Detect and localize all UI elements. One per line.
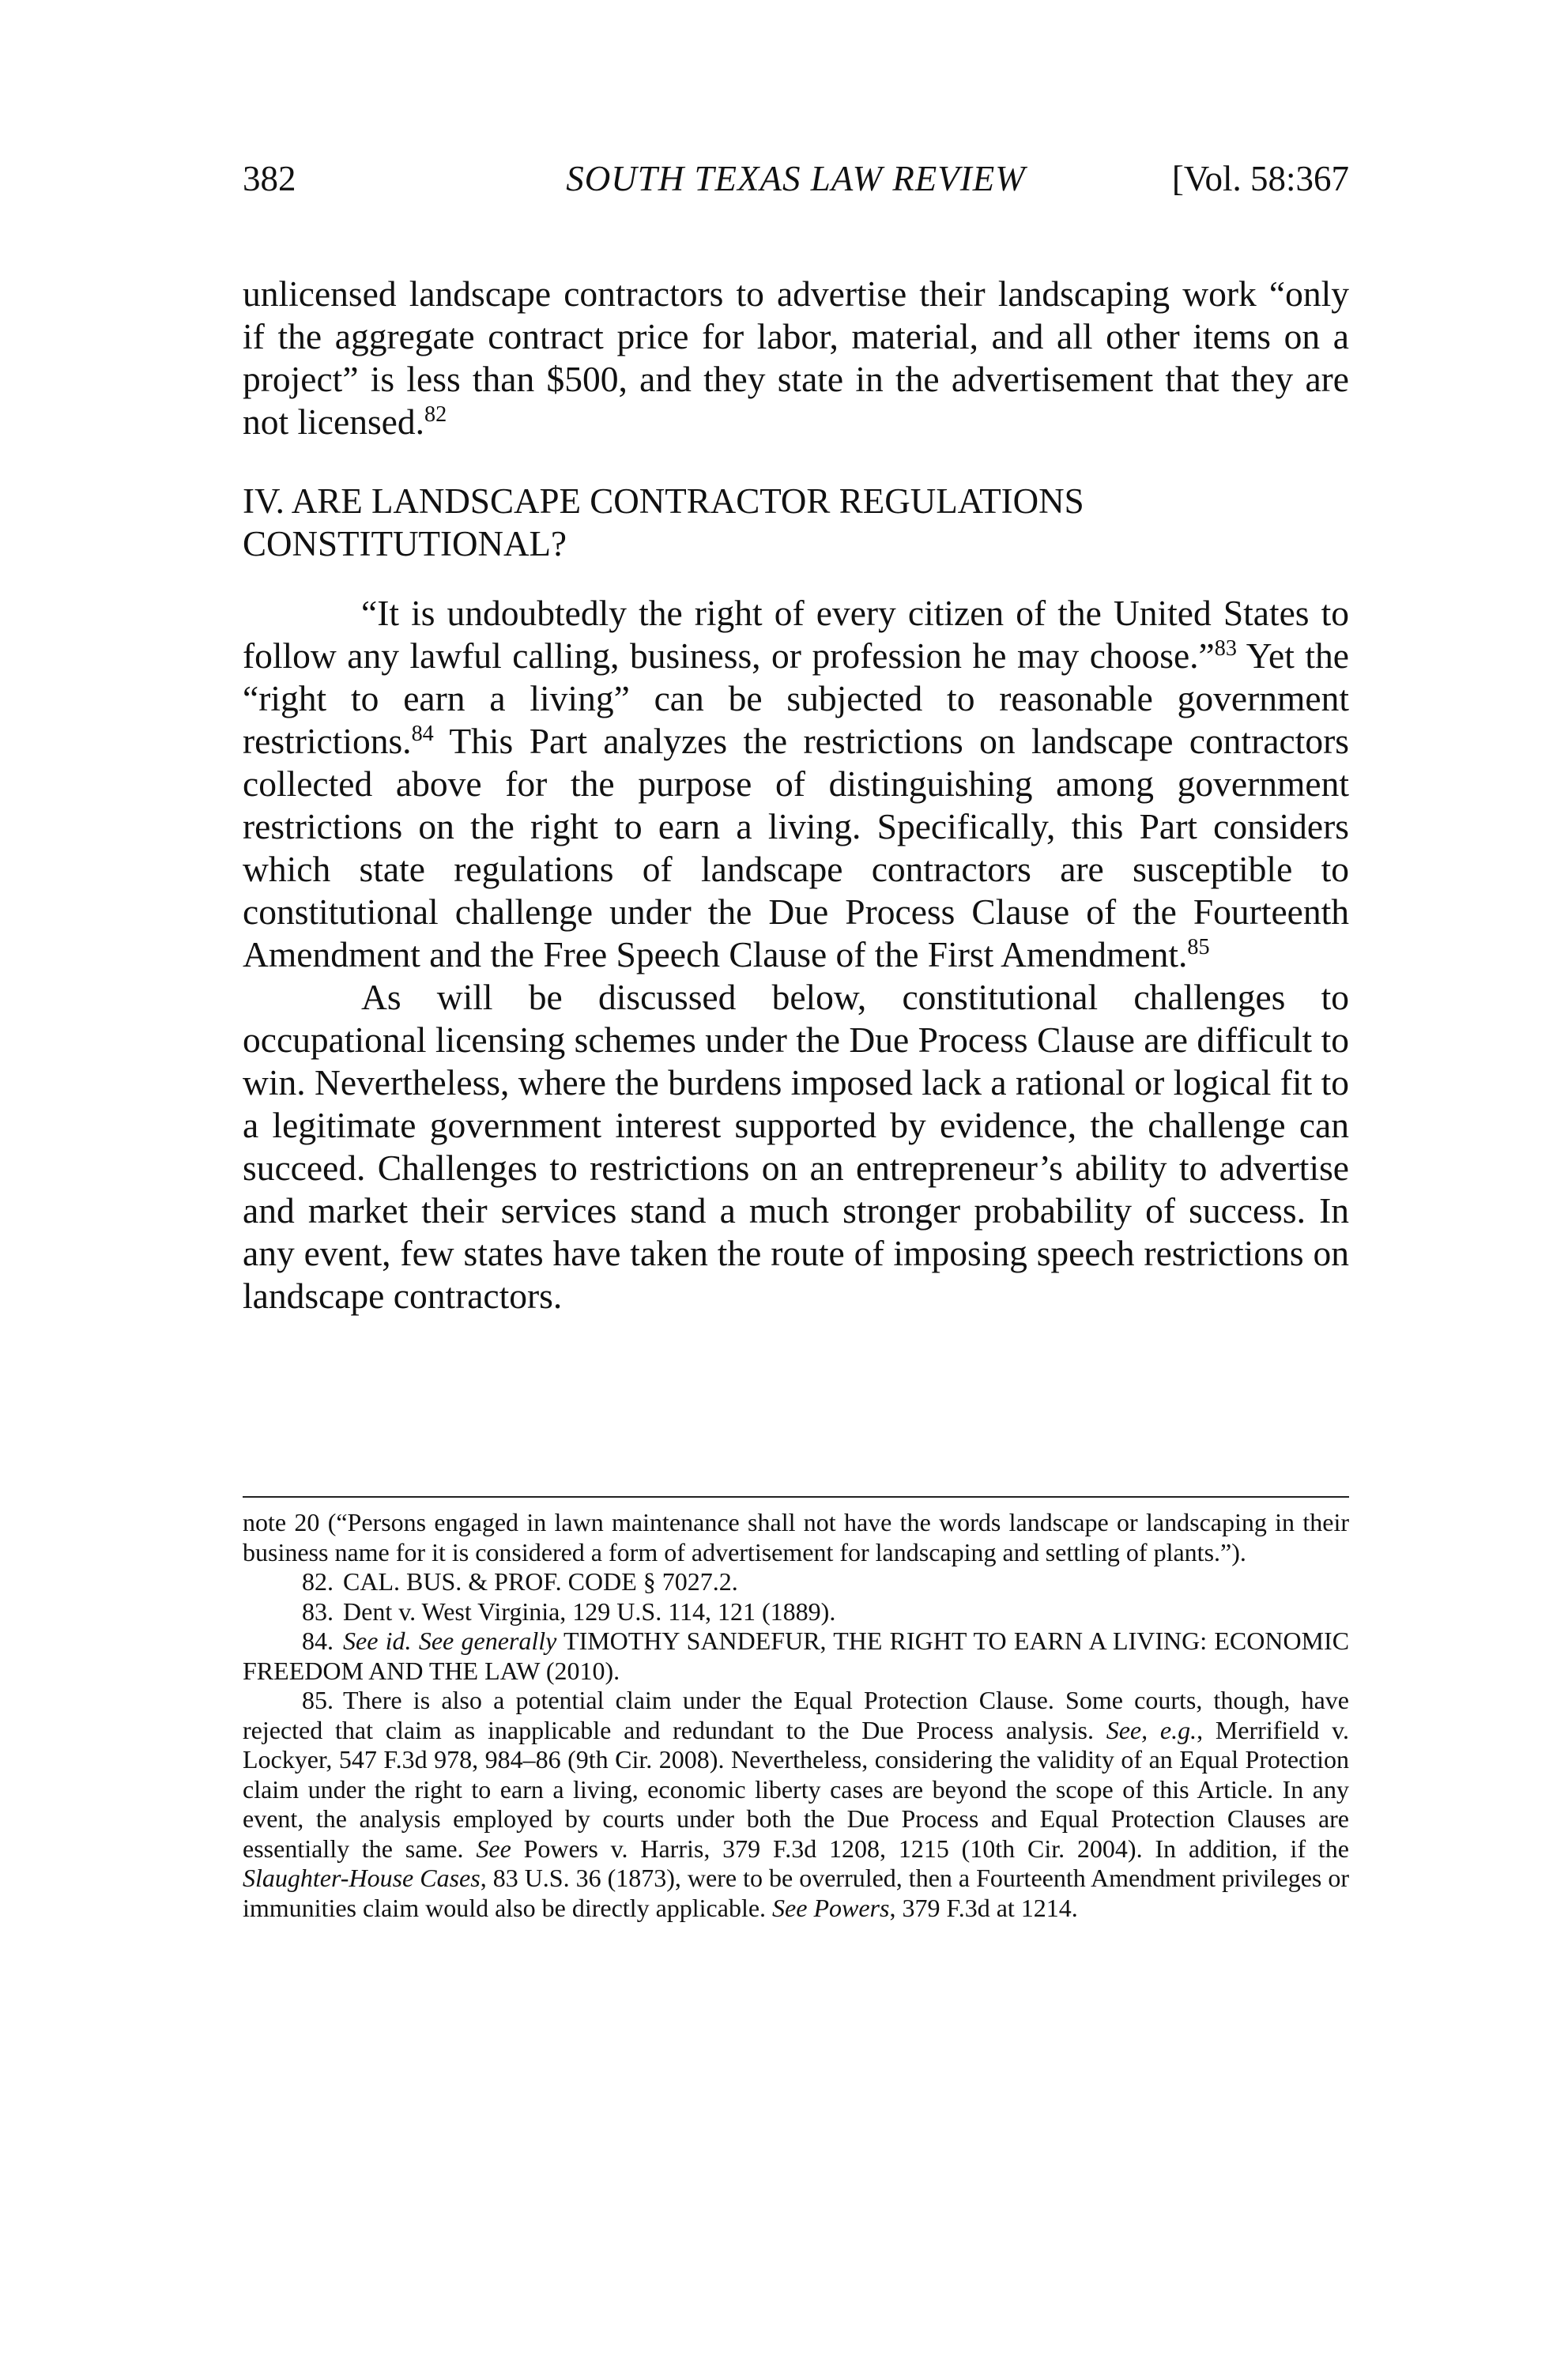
footnote-84-signal-b: See generally bbox=[418, 1627, 557, 1655]
footnote-85-case-f: Slaughter-House Cases bbox=[243, 1864, 481, 1892]
footnote-ref-83: 83 bbox=[1214, 635, 1237, 661]
footnote-82-text: CAL. BUS. & PROF. CODE § 7027.2. bbox=[343, 1567, 738, 1596]
footnote-ref-85: 85 bbox=[1187, 934, 1210, 959]
volume-citation: [Vol. 58:367 bbox=[1171, 159, 1349, 198]
footnote-85-text-i: , 379 F.3d at 1214. bbox=[889, 1893, 1078, 1922]
footnote-83-text: Dent v. West Virginia, 129 U.S. 114, 121 (1889). bbox=[343, 1596, 836, 1626]
footnotes bbox=[243, 1508, 1349, 1923]
page-number: 382 bbox=[243, 159, 296, 198]
footnote-85-signal-d: See bbox=[476, 1834, 511, 1863]
footnote-84-space bbox=[412, 1627, 419, 1655]
footnote-85-text-e: Powers v. Harris, 379 F.3d 1208, 1215 (10th Cir. 2004). In addition, if the bbox=[511, 1834, 1350, 1863]
footnote-ref-84: 84 bbox=[411, 721, 434, 746]
footnote-ref-82: 82 bbox=[424, 401, 447, 427]
section-heading bbox=[243, 480, 1349, 565]
paragraph-1 bbox=[243, 273, 1349, 443]
footnote-84 bbox=[243, 1627, 1349, 1686]
footnote-82-number: 82. bbox=[302, 1567, 334, 1596]
footnote-85-signal-h: See Powers bbox=[772, 1893, 890, 1922]
paragraph-2-text-c: This Part analyzes the restrictions on landscape contractors collected above for the purpose of distinguishing among government restrictions on the right to earn a living. Specifically, this Part considers which state regulations of landscape contractors are susceptible to constitutional challenge under the Due Process Clause of the Fourteenth Amendment and the Free Speech Clause of the First Amendment. bbox=[243, 721, 1349, 974]
footnote-continued: note 20 (“Persons engaged in lawn maintenance shall not have the words landscape or landscaping in their business name for it is considered a form of advertisement for landscaping and settling of plants.”). bbox=[243, 1508, 1349, 1566]
footnote-85-number: 85. bbox=[302, 1686, 334, 1714]
footnote-85-text-a: There is also a potential claim under the Equal Protection Clause. Some courts, though, have rejected that claim as inapplicable and redundant to the Due Process analysis. bbox=[243, 1686, 1349, 1744]
paragraph-2-text-a: “It is undoubtedly the right of every citizen of the United States to follow any lawful calling, business, or profession he may choose.” bbox=[243, 593, 1349, 676]
paragraph-3: As will be discussed below, constitutional challenges to occupational licensing schemes under the Due Process Clause are difficult to win. Nevertheless, where the burdens imposed lack a rational or logical fit to a legitimate government interest supported by evidence, the challenge can succeed. Challenges to restrictions on an entrepreneur’s ability to advertise and market their services stand a much stronger probability of success. In any event, few states have taken the route of imposing speech restrictions on landscape contractors. bbox=[243, 977, 1349, 1316]
footnote-83-number: 83. bbox=[302, 1596, 334, 1626]
main-text bbox=[243, 273, 1349, 1317]
paragraph-2-text-b: Yet the “right to earn a living” can be subjected to reasonable government restrictions. bbox=[243, 635, 1349, 761]
paragraph-2 bbox=[243, 592, 1349, 976]
paragraph-1-text: unlicensed landscape contractors to advertise their landscaping work “only if the aggregate contract price for labor, material, and all other items on a project” is less than $500, and they state in the advertisement that they are not licensed. bbox=[243, 273, 1349, 442]
footnote-85 bbox=[243, 1686, 1349, 1923]
running-header bbox=[243, 155, 1349, 202]
footnote-85-text-g: , 83 U.S. 36 (1873), were to be overruled, then a Fourteenth Amendment privileges or immunities claim would also be directly applicable. bbox=[243, 1864, 1350, 1922]
footnote-83 bbox=[243, 1597, 1349, 1627]
footnote-85-signal-b: See, e.g. bbox=[1106, 1715, 1197, 1744]
journal-title: SOUTH TEXAS LAW REVIEW bbox=[566, 159, 1026, 198]
footnote-84-number: 84. bbox=[302, 1627, 334, 1655]
footnote-85-text-c: , Merrifield v. Lockyer, 547 F.3d 978, 984–86 (9th Cir. 2008). Nevertheless, considering the validity of an Equal Protection claim under the right to earn a living, economic liberty cases are beyond the scope of this Article. In any event, the analysis employed by courts under both the Due Process and Equal Protection Clauses are essentially the same. bbox=[243, 1715, 1350, 1863]
footnote-divider bbox=[243, 1496, 1349, 1498]
footnote-84-text: TIMOTHY SANDEFUR, THE RIGHT TO EARN A LIVING: ECONOMIC FREEDOM AND THE LAW (2010). bbox=[243, 1627, 1350, 1685]
footnote-84-signal-a: See id. bbox=[343, 1627, 412, 1655]
footnote-82 bbox=[243, 1567, 1349, 1597]
section-heading-text: IV. ARE LANDSCAPE CONTRACTOR REGULATIONS CONSTITUTIONAL? bbox=[243, 481, 1084, 564]
